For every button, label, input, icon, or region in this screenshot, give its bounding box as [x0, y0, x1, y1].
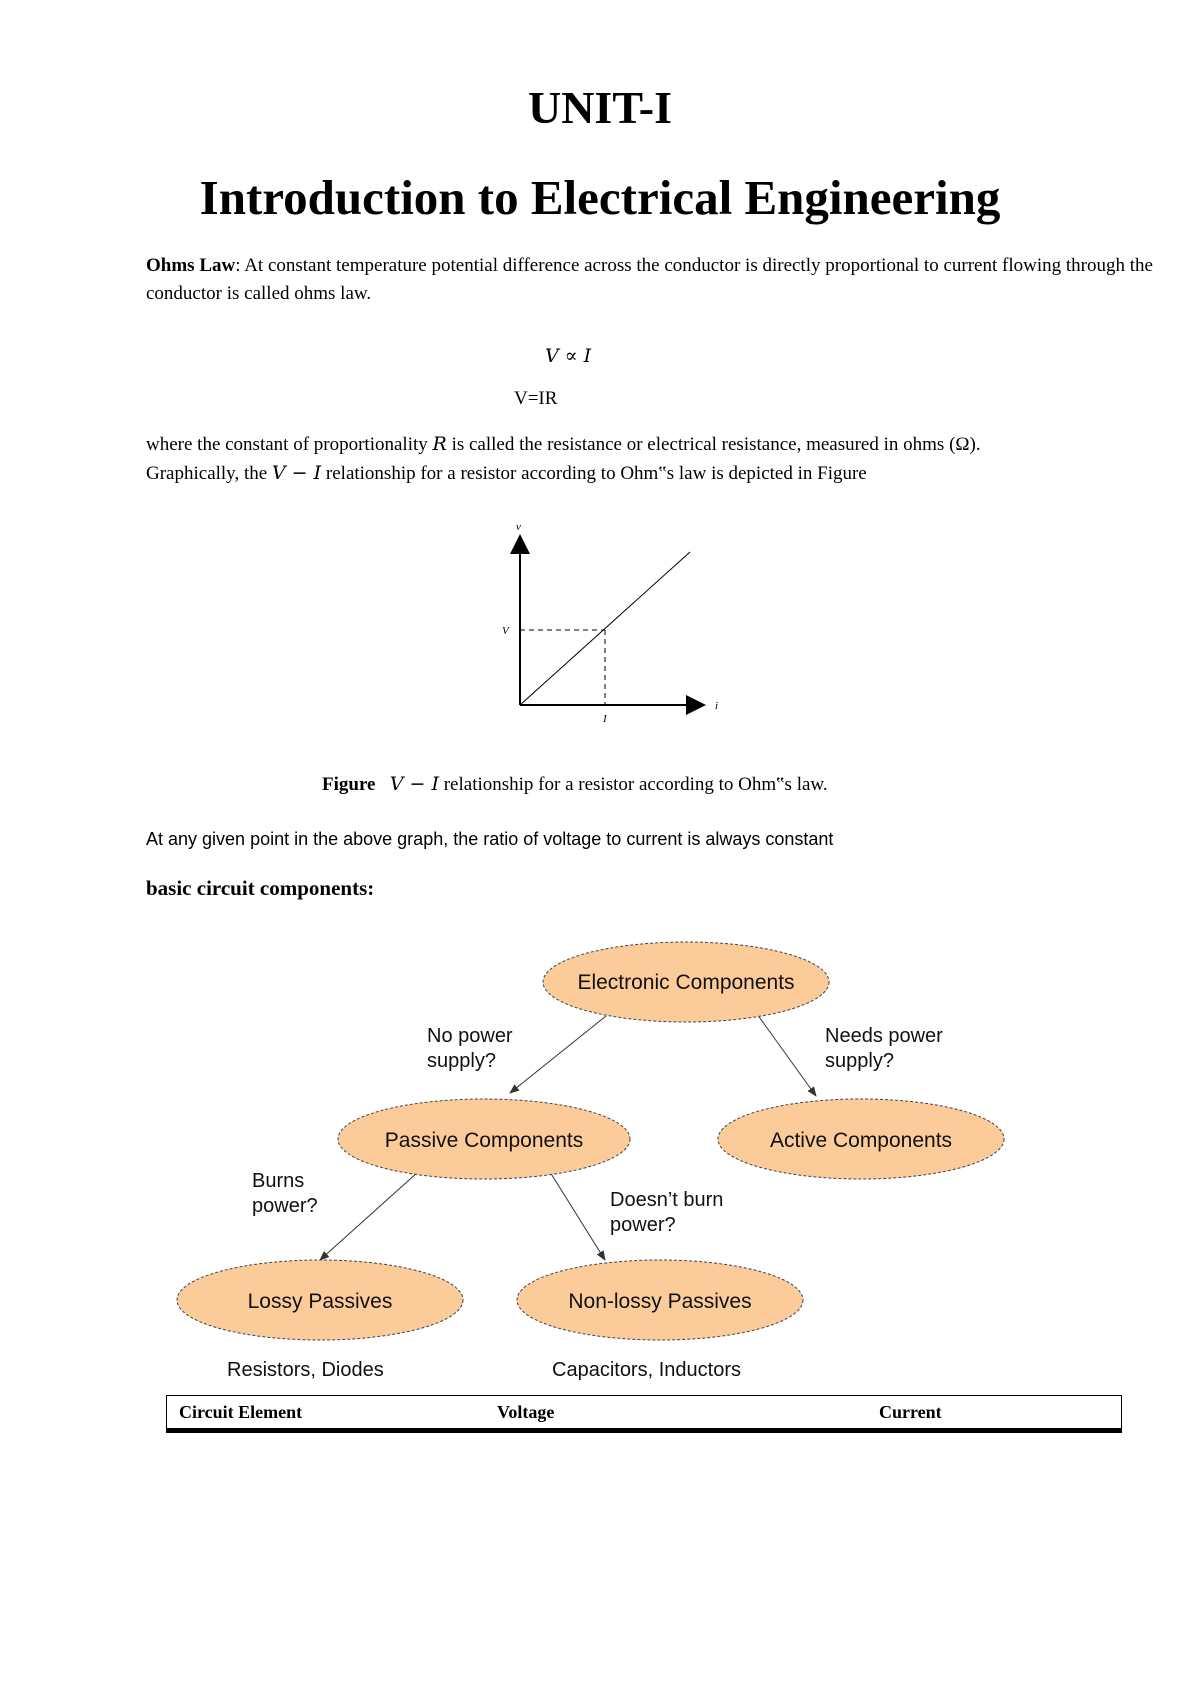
vi-line — [520, 552, 690, 705]
node-passive-label: Passive Components — [384, 1129, 584, 1152]
caption-symbol: V − I — [389, 773, 439, 795]
lossy-examples: Resistors, Diodes — [227, 1359, 384, 1381]
arrow-passive-to-lossy — [320, 1172, 418, 1260]
col-circuit-element: Circuit Element — [179, 1401, 303, 1422]
question-doesnt-burn-1: Doesn’t burn — [610, 1189, 724, 1211]
caption-text: relationship for a resistor according to Ohm‟s law. — [438, 774, 828, 795]
question-needs-power-1: Needs power — [825, 1025, 943, 1047]
ohms-law-equation: V=IR — [514, 388, 558, 409]
explanation-part-2: is called the resistance or electrical resistance, measured in ohms (Ω). Graphically, the — [146, 434, 981, 484]
ohms-law-term: Ohms Law — [146, 255, 236, 276]
node-nonlossy-passives — [517, 1260, 803, 1340]
node-electronic-label: Electronic Components — [577, 971, 795, 994]
unit-title: UNIT-I — [527, 82, 673, 133]
col-voltage: Voltage — [497, 1401, 555, 1422]
question-burns-power-1: Burns — [252, 1170, 305, 1192]
component-tree — [0, 930, 1200, 1390]
v-marker-label: V — [502, 625, 509, 637]
components-heading: basic circuit components: — [146, 876, 375, 900]
vi-graph — [490, 522, 730, 732]
col-current: Current — [879, 1401, 942, 1422]
figure-caption — [322, 770, 828, 799]
node-active-components — [718, 1099, 1004, 1179]
node-lossy-label: Lossy Passives — [247, 1290, 393, 1313]
question-no-power-2: supply? — [427, 1050, 496, 1072]
i-marker-label: I — [603, 713, 607, 725]
node-lossy-passives — [177, 1260, 463, 1340]
circuit-element-table — [166, 1395, 1122, 1433]
question-no-power-1: No power — [427, 1025, 513, 1047]
node-active-label: Active Components — [769, 1129, 953, 1152]
node-passive-components — [338, 1099, 630, 1179]
proportional-formula: V ∝ I — [545, 345, 592, 367]
arrow-root-to-active — [757, 1014, 816, 1096]
arrow-root-to-passive — [510, 1016, 606, 1093]
explanation-part-3: relationship for a resistor according to Ohm‟s law is depicted in Figure — [321, 463, 867, 484]
nonlossy-examples: Capacitors, Inductors — [552, 1359, 741, 1381]
symbol-v-minus-i: V − I — [271, 462, 322, 484]
node-nonlossy-label: Non-lossy Passives — [568, 1290, 752, 1313]
explanation-part-1: where the constant of proportionality — [146, 434, 433, 455]
y-axis-label: v — [516, 522, 521, 533]
ohms-law-definition — [146, 252, 1156, 308]
figure-label: Figure — [322, 774, 376, 795]
graph-note: At any given point in the above graph, the ratio of voltage to current is always constant — [146, 829, 834, 849]
node-electronic-components — [543, 942, 829, 1022]
resistance-explanation — [146, 430, 1046, 488]
question-needs-power-2: supply? — [825, 1050, 894, 1072]
arrow-passive-to-nonlossy — [550, 1172, 605, 1260]
table-header-row — [167, 1396, 1117, 1428]
symbol-r: R — [432, 433, 447, 455]
question-burns-power-2: power? — [252, 1195, 318, 1217]
question-doesnt-burn-2: power? — [610, 1214, 676, 1236]
ohms-law-text: : At constant temperature potential difference across the conductor is directly proportional to current flowing through the conductor is called ohms law. — [146, 255, 1153, 304]
page-title: Introduction to Electrical Engineering — [199, 170, 1001, 225]
x-axis-label: i — [715, 700, 719, 712]
